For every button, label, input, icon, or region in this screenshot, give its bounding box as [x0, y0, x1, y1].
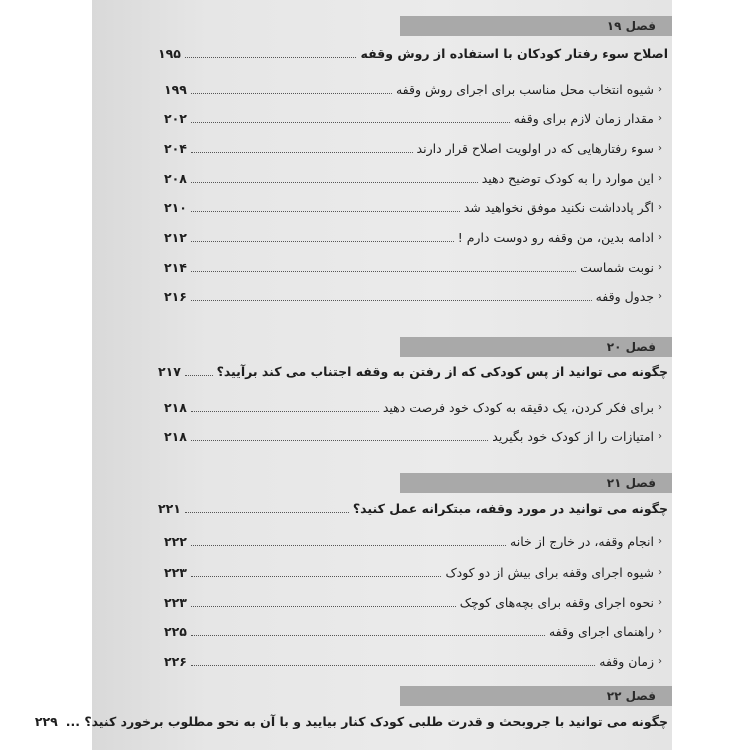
page-number: ۲۲۶: [164, 653, 187, 669]
toc-entry: [164, 591, 662, 613]
chevron-left-icon: ‹: [658, 430, 662, 442]
leader-dots: [191, 144, 413, 153]
entry-title: زمان وقفه: [599, 653, 654, 669]
chevron-left-icon: ‹: [658, 566, 662, 578]
leader-dots: [191, 292, 592, 301]
entry-title: انجام وقفه، در خارج از خانه: [510, 533, 654, 549]
entry-title: امتیازات را از کودک خود بگیرید: [492, 428, 654, 444]
entry-title: سوء رفتارهایی که در اولویت اصلاح قرار دارند: [416, 140, 654, 156]
chevron-left-icon: ‹: [658, 596, 662, 608]
page-number: ۲۲۳: [164, 594, 187, 610]
leader-dots: [185, 504, 349, 513]
page-number: ۲۱۷: [158, 363, 181, 379]
page-number: ۱۹۵: [158, 45, 181, 61]
chevron-left-icon: ‹: [658, 535, 662, 547]
chevron-left-icon: ‹: [658, 401, 662, 413]
chapter-heading: فصل ۲۰: [400, 337, 672, 357]
leader-dots: [191, 174, 478, 183]
toc-entry: [164, 396, 662, 418]
toc-entry: [164, 425, 662, 447]
page-number: ۲۱۸: [164, 428, 187, 444]
toc-entry: [164, 226, 662, 248]
leader-dots: [191, 537, 506, 546]
page-number: ۲۱۸: [164, 399, 187, 415]
leader-dots: [185, 49, 357, 58]
chevron-left-icon: ‹: [658, 201, 662, 213]
toc-entry-main: [158, 360, 668, 382]
book-page: [34, 0, 672, 750]
leader-dots: [191, 263, 576, 272]
toc-entry: [164, 620, 662, 642]
chevron-left-icon: ‹: [658, 231, 662, 243]
entry-title: اگر پادداشت نکنید موفق نخواهید شد: [463, 199, 654, 215]
toc-entry: [164, 196, 662, 218]
page-number: ۲۱۲: [164, 229, 187, 245]
entry-title: جدول وقفه: [595, 288, 654, 304]
entry-title: شیوه اجرای وقفه برای بیش از دو کودک: [445, 564, 654, 580]
chapter-heading: فصل ۲۲: [400, 686, 672, 706]
leader-dots: [191, 568, 442, 577]
page-number: ۲۲۲: [164, 533, 187, 549]
chevron-left-icon: ‹: [658, 290, 662, 302]
entry-title: اصلاح سوء رفتار کودکان با استفاده از روش وقفه: [360, 45, 668, 61]
leader-dots: [191, 203, 460, 212]
toc-entry: [164, 650, 662, 672]
chevron-left-icon: ‹: [658, 83, 662, 95]
page-number: ۲۰۲: [164, 110, 187, 126]
page-number: ۲۲۳: [164, 564, 187, 580]
page-number: ۲۲۱: [158, 500, 181, 516]
chevron-left-icon: ‹: [658, 172, 662, 184]
toc-entry-main: [158, 497, 668, 519]
entry-title: این موارد را به کودک توضیح دهید: [481, 170, 654, 186]
toc-entry: [164, 561, 662, 583]
page-number: ۲۲۵: [164, 623, 187, 639]
page-number: ۱۹۹: [164, 81, 187, 97]
chapter-heading: فصل ۱۹: [400, 16, 672, 36]
leader-dots: [191, 657, 595, 666]
entry-title: برای فکر کردن، یک دقیقه به کودک خود فرصت دهید: [382, 399, 654, 415]
chevron-left-icon: ‹: [658, 112, 662, 124]
toc-entry: [164, 137, 662, 159]
toc-entry: [164, 78, 662, 100]
leader-dots: [191, 403, 379, 412]
entry-title: نحوه اجرای وقفه برای بچه‌های کوچک: [459, 594, 654, 610]
entry-title: نوبت شماست: [580, 259, 654, 275]
leader-dots: [185, 367, 213, 376]
leader-dots: [191, 598, 456, 607]
entry-title: ادامه بدین، من وقفه رو دوست دارم !: [457, 229, 654, 245]
entry-title: چگونه می توانید با جروبحث و قدرت طلبی کودک کنار بیایید و با آن به نحو مطلوب برخورد کنید؟ ...: [65, 713, 668, 729]
toc-entry: [164, 107, 662, 129]
page-number: ۲۱۰: [164, 199, 187, 215]
page-number: ۲۱۴: [164, 259, 187, 275]
leader-dots: [191, 627, 545, 636]
page-number: ۲۲۹: [34, 713, 58, 729]
chapter-heading: فصل ۲۱: [400, 473, 672, 493]
chevron-left-icon: ‹: [658, 625, 662, 637]
leader-dots: [191, 432, 488, 441]
page-number: ۲۰۴: [164, 140, 187, 156]
page-number: ۲۰۸: [164, 170, 187, 186]
leader-dots: [191, 114, 510, 123]
toc-entry-main: [158, 42, 668, 64]
chevron-left-icon: ‹: [658, 142, 662, 154]
leader-dots: [191, 233, 454, 242]
entry-title: چگونه می توانید در مورد وقفه، مبتکرانه عمل کنید؟: [352, 500, 668, 516]
toc-entry: [164, 167, 662, 189]
toc-entry: [164, 285, 662, 307]
entry-title: شیوه انتخاب محل مناسب برای اجرای روش وقفه: [395, 81, 654, 97]
chevron-left-icon: ‹: [658, 261, 662, 273]
page-number: ۲۱۶: [164, 288, 187, 304]
entry-title: مقدار زمان لازم برای وقفه: [513, 110, 654, 126]
entry-title: چگونه می توانید از پس کودکی که از رفتن به وقفه اجتناب می کند برآیید؟: [216, 363, 668, 379]
toc-entry-main: [34, 710, 668, 732]
toc-entry: [164, 530, 662, 552]
toc-entry: [164, 256, 662, 278]
chevron-left-icon: ‹: [658, 655, 662, 667]
leader-dots: [191, 85, 392, 94]
entry-title: راهنمای اجرای وقفه: [548, 623, 654, 639]
